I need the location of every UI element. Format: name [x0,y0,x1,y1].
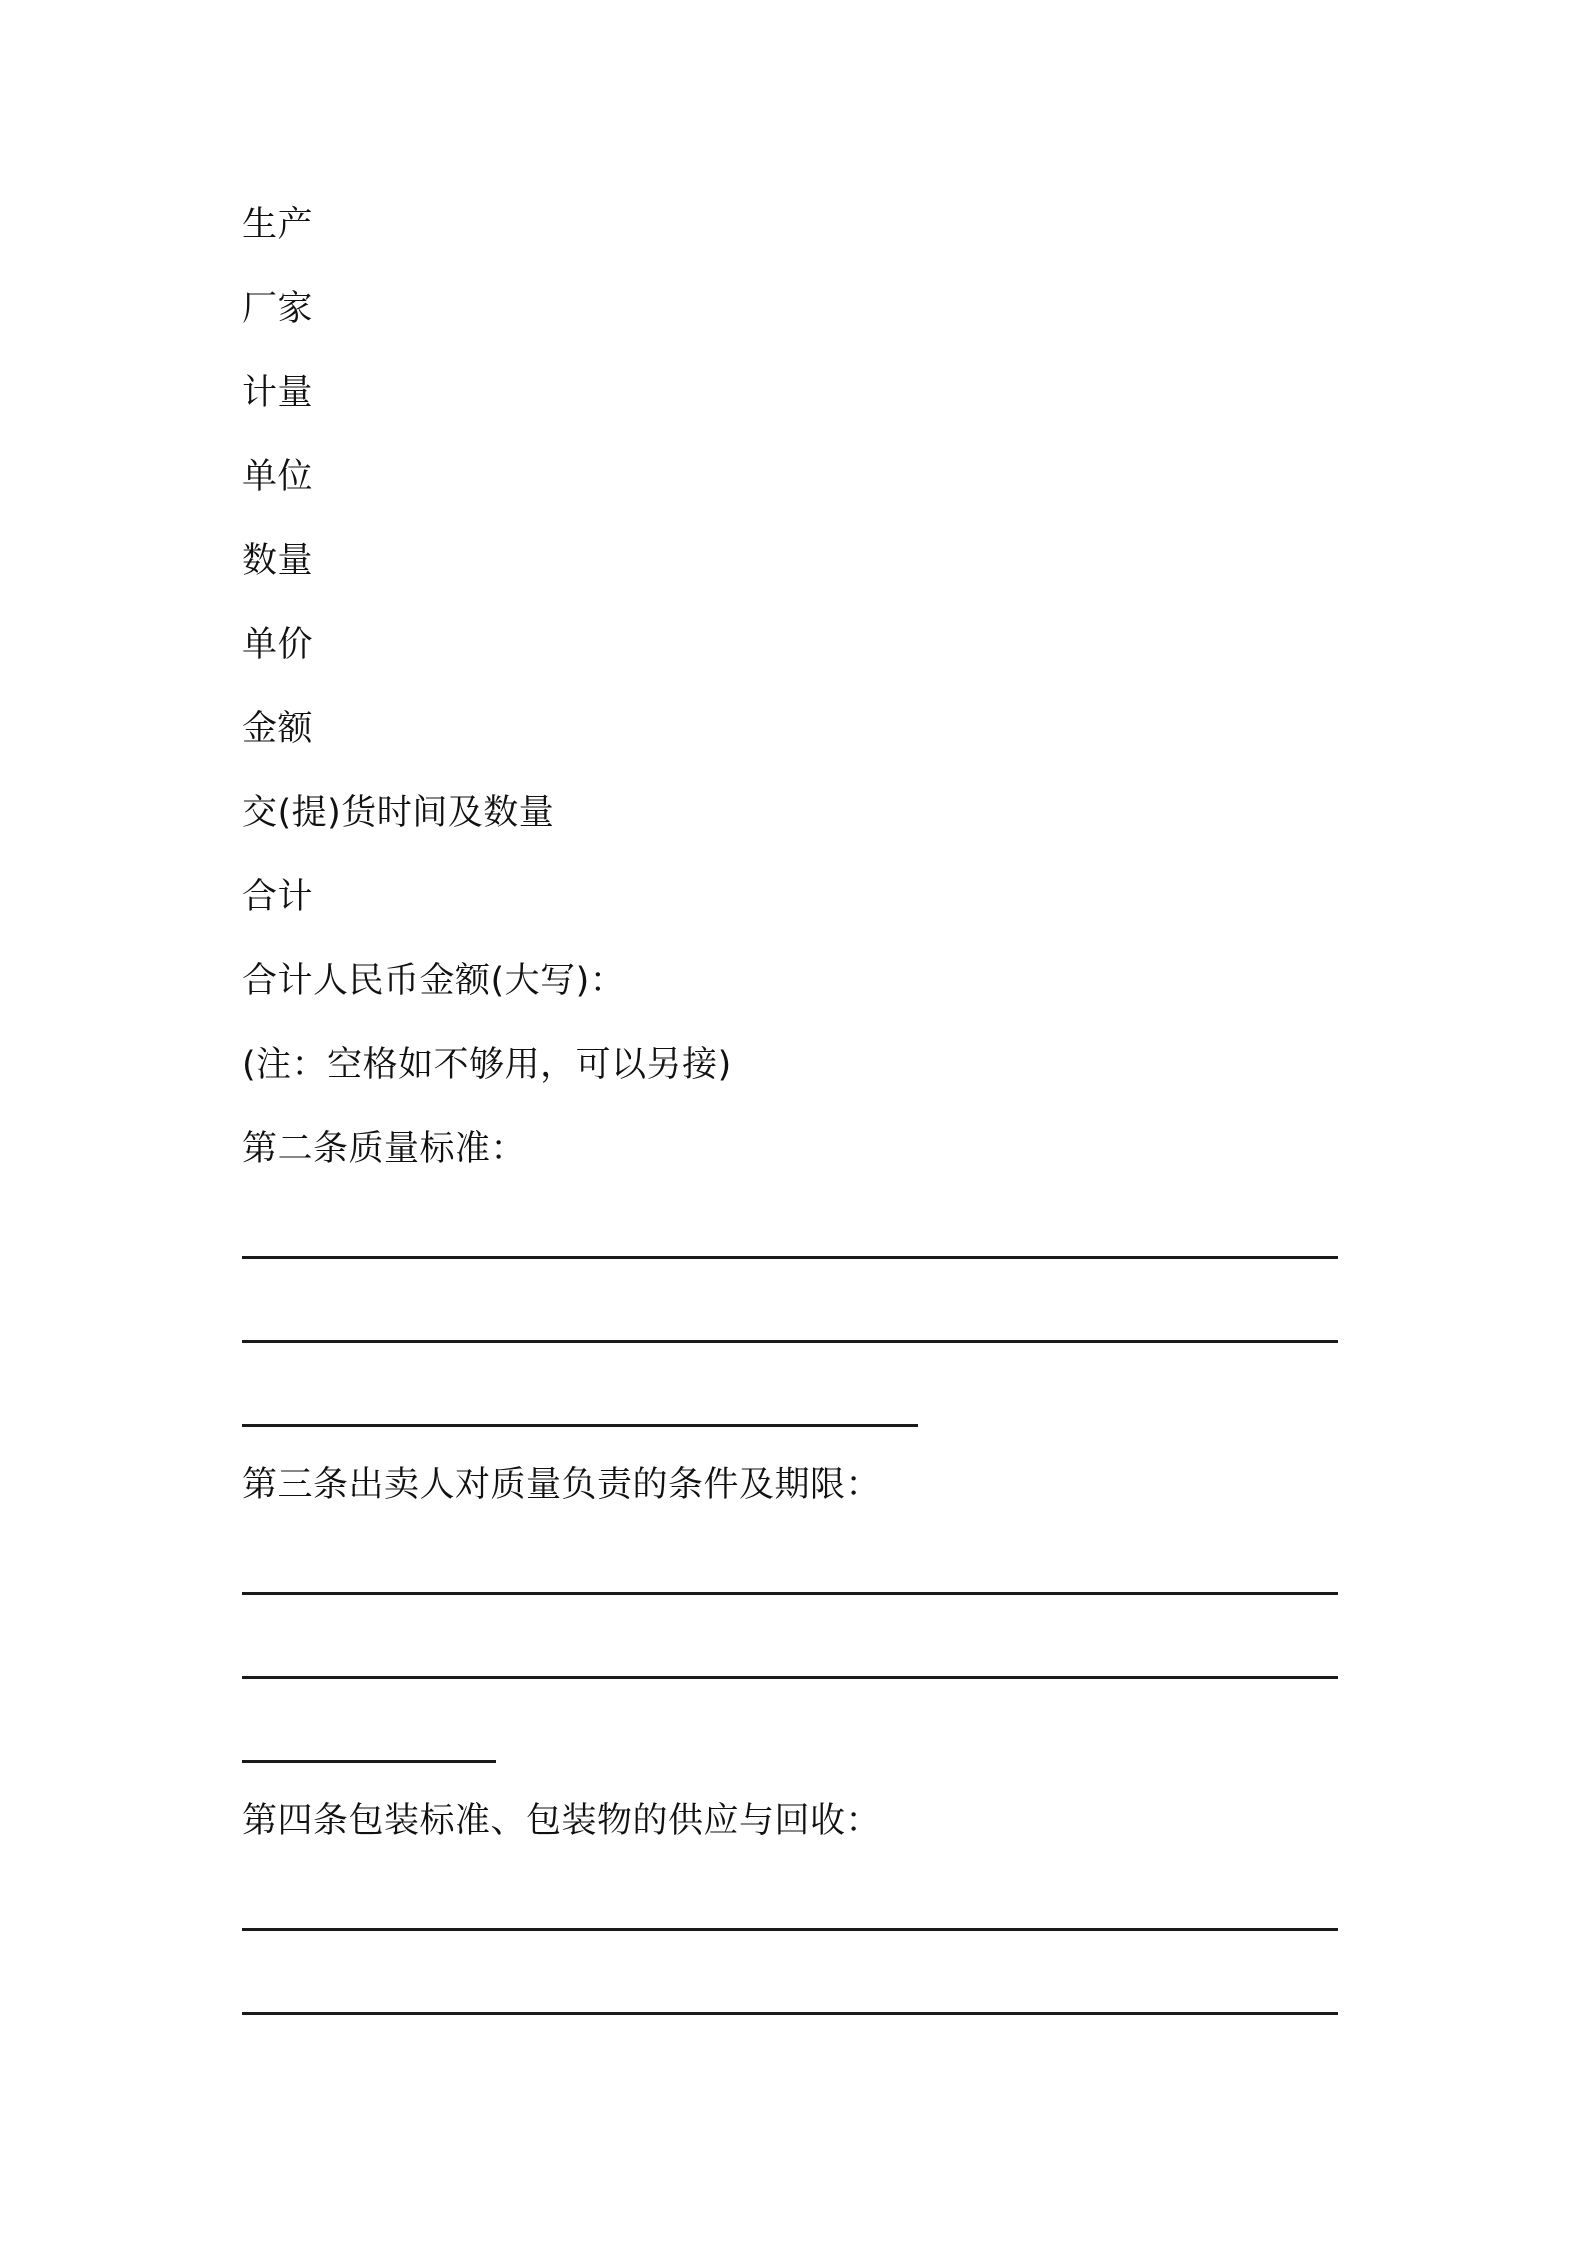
label-delivery-time: 交(提)货时间及数量 [242,793,555,833]
total-amount-label: 合计人民币金额(大写)： [242,961,626,1001]
label-quantity: 数量 [242,541,314,581]
label-unit: 单位 [242,457,314,497]
article3-blank-line[interactable] [242,1760,496,1763]
label-total: 合计 [242,877,314,917]
label-production: 生产 [242,205,314,245]
article3-blank-line[interactable] [242,1676,1338,1679]
article4-heading: 第四条包装标准、包装物的供应与回收： [242,1801,882,1841]
article2-heading: 第二条质量标准： [242,1129,527,1169]
article2-blank-line[interactable] [242,1340,1338,1343]
label-amount: 金额 [242,709,314,749]
article4-blank-line[interactable] [242,1928,1338,1931]
label-measure: 计量 [242,373,314,413]
article4-blank-line[interactable] [242,2012,1338,2015]
article2-blank-line[interactable] [242,1424,918,1427]
label-factory: 厂家 [242,289,314,329]
label-unit-price: 单价 [242,625,314,665]
article3-blank-line[interactable] [242,1592,1338,1595]
article2-blank-line[interactable] [242,1256,1338,1259]
note-text: (注：空格如不够用，可以另接) [242,1045,732,1085]
article3-heading: 第三条出卖人对质量负责的条件及期限： [242,1465,882,1505]
